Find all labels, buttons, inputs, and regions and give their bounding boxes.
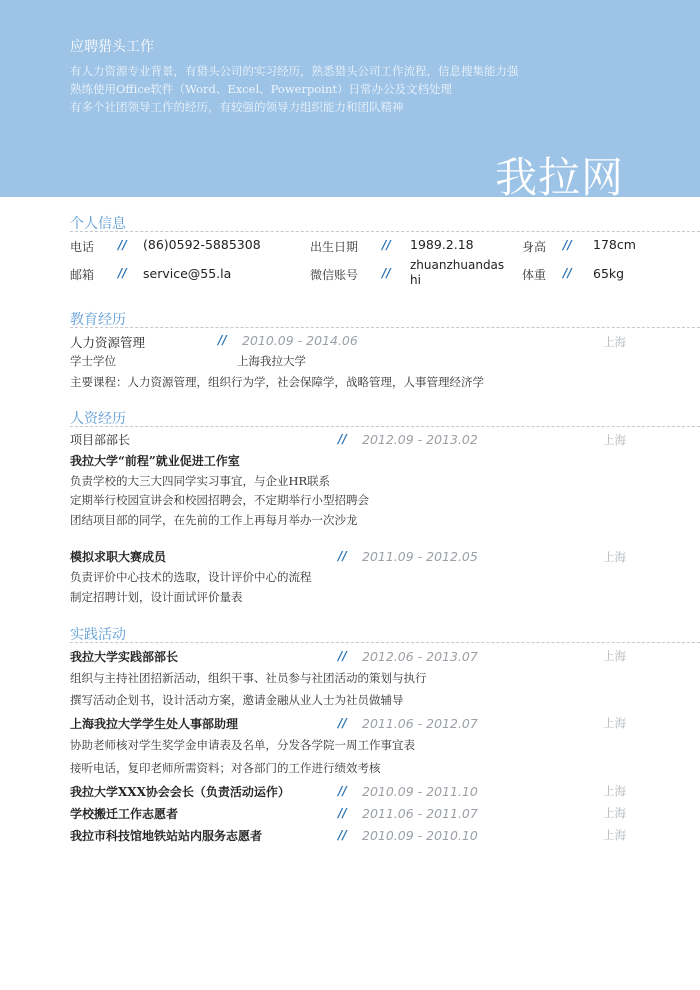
separator-mark: // xyxy=(338,432,347,446)
birth-label: 出生日期 xyxy=(310,240,359,254)
education-location: 上海 xyxy=(603,335,626,349)
email-label: 邮箱 xyxy=(70,268,95,282)
hr-location: 上海 xyxy=(603,433,626,447)
practice-role: 学校搬迁工作志愿者 xyxy=(70,807,179,821)
section-title-education: 教育经历 xyxy=(70,312,126,328)
separator-mark: // xyxy=(382,238,391,252)
hr-location: 上海 xyxy=(603,550,626,564)
separator-mark: // xyxy=(338,806,347,820)
practice-role: 我拉大学XXX协会会长（负责活动运作） xyxy=(70,785,290,799)
section-title-practice: 实践活动 xyxy=(70,627,126,643)
hr-duty-line: 定期举行校园宣讲会和校园招聘会，不定期举行小型招聘会 xyxy=(70,493,369,507)
hr-date: 2011.09 - 2012.05 xyxy=(362,549,478,564)
practice-duty-line: 撰写活动企划书，设计活动方案，邀请金融从业人士为社员做辅导 xyxy=(70,693,404,707)
section-divider xyxy=(70,426,700,427)
education-school: 上海我拉大学 xyxy=(237,354,306,368)
section-divider xyxy=(70,642,700,643)
section-divider xyxy=(70,327,700,328)
separator-mark: // xyxy=(218,333,227,347)
phone-label: 电话 xyxy=(70,240,95,254)
wechat-value: zhuanzhuandashi xyxy=(410,258,505,287)
brand-logo-text: 我拉网 xyxy=(494,153,624,202)
practice-date: 2011.06 - 2011.07 xyxy=(362,806,478,821)
section-divider xyxy=(70,231,700,232)
hr-duty-line: 负责评价中心技术的选取，设计评价中心的流程 xyxy=(70,570,312,584)
hr-duty-line: 负责学校的大三大四同学实习事宜，与企业HR联系 xyxy=(70,474,331,488)
separator-mark: // xyxy=(338,716,347,730)
practice-duty-line: 接听电话，复印老师所需资料；对各部门的工作进行绩效考核 xyxy=(70,761,381,775)
education-major: 人力资源管理 xyxy=(70,335,146,350)
header-banner xyxy=(0,0,700,202)
summary-line: 熟练使用Office软件（Word、Excel、Powerpoint）日常办公及文档处理 xyxy=(70,82,452,96)
weight-value: 65kg xyxy=(593,266,625,281)
practice-duty-line: 协助老师核对学生奖学金申请表及名单，分发各学院一周工作事宜表 xyxy=(70,738,415,752)
height-value: 178cm xyxy=(593,237,636,252)
practice-location: 上海 xyxy=(603,716,626,730)
education-date: 2010.09 - 2014.06 xyxy=(242,333,358,348)
practice-role: 我拉大学实践部部长 xyxy=(70,650,179,664)
separator-mark: // xyxy=(338,549,347,563)
weight-label: 体重 xyxy=(522,268,547,282)
separator-mark: // xyxy=(563,238,572,252)
practice-location: 上海 xyxy=(603,806,626,820)
education-courses: 主要课程：人力资源管理，组织行为学，社会保障学，战略管理，人事管理经济学 xyxy=(70,375,484,389)
separator-mark: // xyxy=(563,266,572,280)
practice-location: 上海 xyxy=(603,649,626,663)
practice-date: 2011.06 - 2012.07 xyxy=(362,716,478,731)
practice-location: 上海 xyxy=(603,784,626,798)
practice-duty-line: 组织与主持社团招新活动，组织干事、社员参与社团活动的策划与执行 xyxy=(70,671,427,685)
wechat-label: 微信账号 xyxy=(310,268,359,282)
practice-date: 2010.09 - 2010.10 xyxy=(362,828,478,843)
separator-mark: // xyxy=(338,784,347,798)
separator-mark: // xyxy=(338,828,347,842)
section-title-personal: 个人信息 xyxy=(70,216,126,232)
separator-mark: // xyxy=(118,266,127,280)
hr-org: 我拉大学“前程”就业促进工作室 xyxy=(70,454,240,468)
job-objective: 应聘猎头工作 xyxy=(70,39,154,55)
hr-duty-line: 制定招聘计划，设计面试评价量表 xyxy=(70,590,243,604)
hr-role: 模拟求职大赛成员 xyxy=(70,550,167,564)
practice-location: 上海 xyxy=(603,828,626,842)
hr-duty-line: 团结项目部的同学，在先前的工作上再每月举办一次沙龙 xyxy=(70,513,358,527)
practice-date: 2010.09 - 2011.10 xyxy=(362,784,478,799)
birth-value: 1989.2.18 xyxy=(410,237,474,252)
separator-mark: // xyxy=(382,266,391,280)
summary-line: 有多个社团领导工作的经历，有较强的领导力组织能力和团队精神 xyxy=(70,100,404,114)
separator-mark: // xyxy=(118,238,127,252)
summary-line: 有人力资源专业背景，有猎头公司的实习经历，熟悉猎头公司工作流程，信息搜集能力强 xyxy=(70,64,519,78)
practice-date: 2012.06 - 2013.07 xyxy=(362,649,478,664)
hr-date: 2012.09 - 2013.02 xyxy=(362,432,478,447)
phone-value: (86)0592-5885308 xyxy=(143,237,261,252)
practice-role: 我拉市科技馆地铁站站内服务志愿者 xyxy=(70,829,263,843)
separator-mark: // xyxy=(338,649,347,663)
education-degree: 学士学位 xyxy=(70,354,116,368)
hr-role: 项目部部长 xyxy=(70,433,131,447)
email-value: service@55.la xyxy=(143,266,232,281)
height-label: 身高 xyxy=(522,240,547,254)
practice-role: 上海我拉大学学生处人事部助理 xyxy=(70,717,239,731)
section-title-hr: 人资经历 xyxy=(70,411,126,427)
